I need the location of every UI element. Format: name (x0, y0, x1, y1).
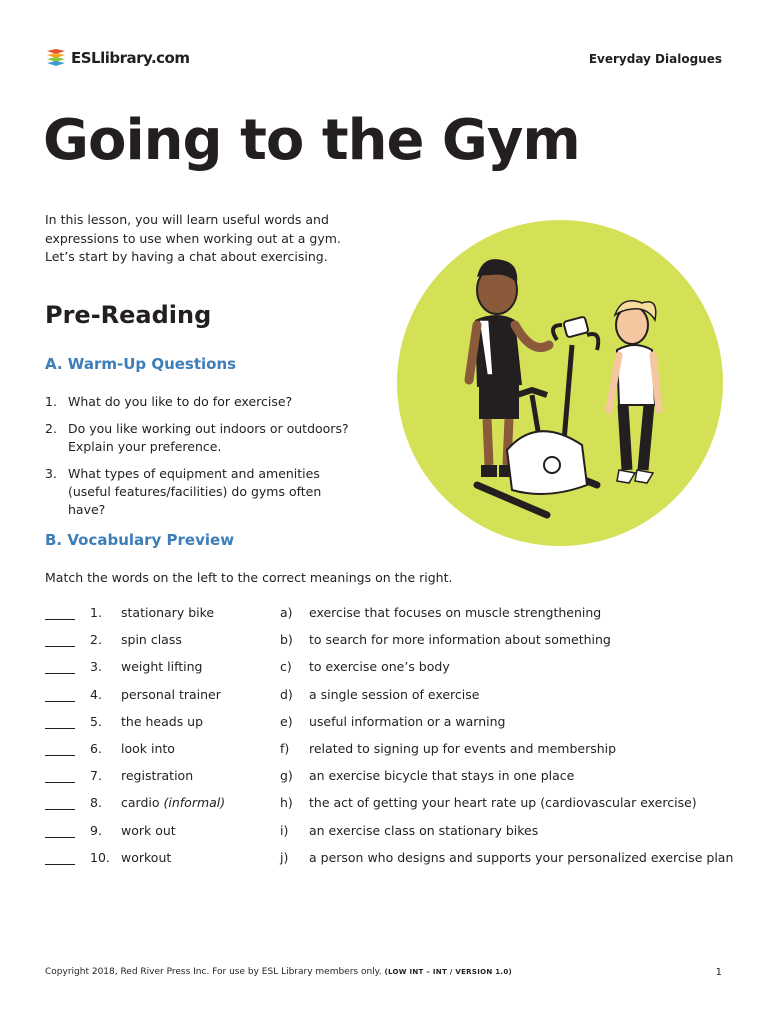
answer-blank[interactable] (45, 673, 75, 674)
vocab-note: (informal) (163, 795, 226, 811)
meaning-text: the act of getting your heart rate up (cardiovascular exercise) (309, 795, 697, 811)
vocab-number: 7. (90, 768, 102, 784)
list-item (45, 420, 375, 456)
meaning-text: related to signing up for events and membership (309, 740, 617, 756)
vocab-word (121, 714, 203, 729)
meaning-letter: c) (280, 659, 292, 675)
vocab-word-text: work out (121, 822, 176, 838)
meaning-letter: d) (280, 686, 293, 702)
warmup-heading: A. Warm-Up Questions (45, 355, 237, 373)
table-row (45, 604, 735, 631)
answer-blank[interactable] (45, 755, 75, 756)
question-number: 1. (45, 394, 57, 409)
page-title: Going to the Gym (43, 108, 580, 173)
answer-blank[interactable] (45, 837, 75, 838)
vocab-word (121, 741, 175, 756)
section-heading: Pre-Reading (45, 301, 212, 329)
book-stack-icon (45, 47, 67, 69)
vocab-word-text: personal trainer (121, 686, 221, 702)
vocab-instructions: Match the words on the left to the correct meanings on the right. (45, 570, 453, 585)
vocab-heading: B. Vocabulary Preview (45, 531, 235, 549)
vocab-word (121, 659, 202, 674)
question-number: 3. (45, 466, 57, 481)
table-row (45, 822, 735, 849)
vocab-number: 1. (90, 605, 102, 620)
meaning-letter: i) (280, 822, 289, 838)
question-text: What do you like to do for exercise? (68, 394, 293, 409)
answer-blank[interactable] (45, 809, 75, 810)
vocab-word-text: the heads up (121, 713, 204, 729)
table-row (45, 740, 735, 767)
list-item (45, 465, 375, 519)
meaning-text: an exercise bicycle that stays in one place (309, 768, 575, 784)
meaning-letter: b) (280, 632, 293, 648)
question-text: What types of equipment and amenities (useful features/facilities) do gyms often have? (68, 466, 322, 517)
table-row (45, 686, 735, 713)
vocab-number: 8. (90, 795, 102, 811)
answer-blank[interactable] (45, 619, 75, 620)
vocab-number: 5. (90, 713, 102, 729)
vocab-word (121, 850, 171, 865)
vocab-word (121, 605, 214, 620)
meaning-text: a person who designs and supports your personalized exercise plan (309, 849, 734, 865)
vocab-word-text: cardio (121, 795, 160, 811)
table-row (45, 794, 735, 821)
vocab-table (45, 604, 735, 876)
vocab-word (121, 768, 193, 783)
warmup-questions (45, 393, 375, 528)
question-number: 2. (45, 421, 57, 436)
table-row (45, 767, 735, 794)
meaning-text: exercise that focuses on muscle strengthening (309, 605, 602, 620)
table-row (45, 631, 735, 658)
vocab-word (121, 687, 221, 702)
answer-blank[interactable] (45, 701, 75, 702)
vocab-word-text: stationary bike (121, 605, 215, 620)
vocab-number: 9. (90, 822, 102, 838)
meaning-letter: e) (280, 713, 293, 729)
copyright-text: Copyright 2018, Red River Press Inc. For use by ESL Library members only. (45, 967, 382, 977)
answer-blank[interactable] (45, 782, 75, 783)
meaning-text: an exercise class on stationary bikes (309, 822, 539, 838)
answer-blank[interactable] (45, 646, 75, 647)
answer-blank[interactable] (45, 728, 75, 729)
vocab-word-text: weight lifting (121, 659, 203, 675)
meaning-text: useful information or a warning (309, 713, 506, 729)
table-row (45, 713, 735, 740)
vocab-word-text: workout (121, 849, 172, 865)
question-text: Do you like working out indoors or outdoors? Explain your preference. (68, 421, 349, 454)
table-row (45, 849, 735, 876)
meaning-letter: f) (280, 740, 290, 756)
meaning-letter: h) (280, 795, 293, 811)
meaning-letter: j) (280, 849, 289, 865)
vocab-word-text: look into (121, 740, 175, 756)
meaning-text: a single session of exercise (309, 686, 480, 702)
list-item (45, 393, 375, 411)
meaning-text: to exercise one’s body (309, 659, 450, 675)
vocab-word (121, 632, 182, 647)
esl-library-logo (45, 45, 189, 71)
vocab-number: 4. (90, 686, 102, 702)
intro-paragraph: In this lesson, you will learn useful words and expressions to use when working out at a gym. Let’s start by having a chat about exercising. (45, 212, 341, 264)
vocab-word (121, 823, 176, 838)
meaning-text: to search for more information about something (309, 632, 611, 648)
meaning-letter: g) (280, 768, 293, 784)
level-badge: (LOW INT – INT / VERSION 1.0) (384, 968, 513, 976)
page-number: 1 (715, 967, 722, 978)
vocab-number: 10. (90, 849, 110, 865)
vocab-word-text: registration (121, 768, 194, 784)
logo-wordmark: ESLlibrary.com (71, 49, 190, 67)
vocab-number: 6. (90, 740, 102, 756)
vocab-number: 2. (90, 632, 102, 648)
meaning-letter: a) (280, 605, 293, 620)
vocab-word-text: spin class (121, 632, 182, 648)
illustration-circle (397, 220, 723, 546)
vocab-word (121, 795, 225, 810)
series-label: Everyday Dialogues (588, 52, 722, 66)
gym-illustration (397, 215, 723, 551)
footer (45, 967, 512, 977)
table-row (45, 658, 735, 685)
vocab-number: 3. (90, 659, 102, 675)
answer-blank[interactable] (45, 864, 75, 865)
